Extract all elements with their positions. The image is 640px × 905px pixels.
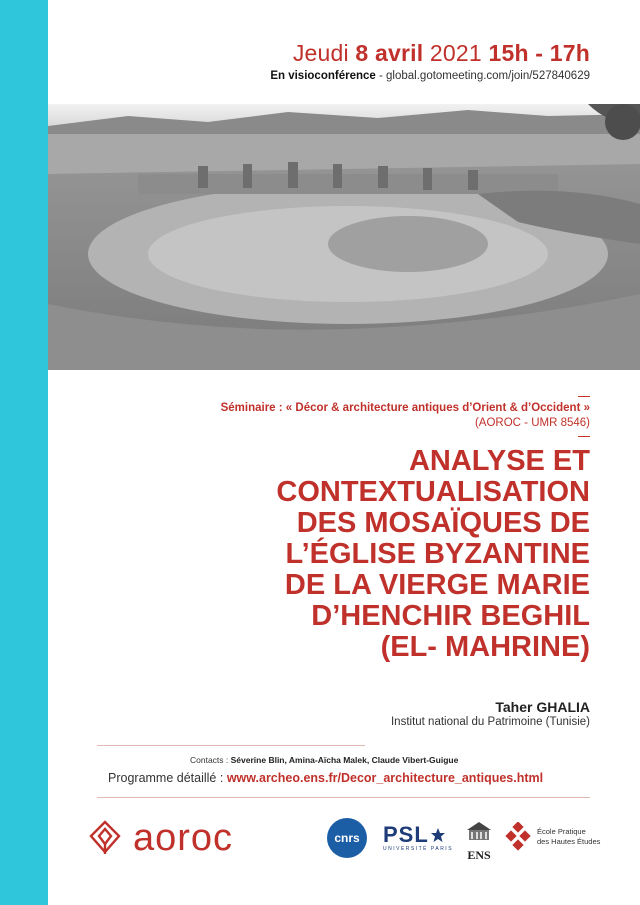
visio-info xyxy=(270,70,590,82)
ens-building-icon xyxy=(464,820,494,842)
seminar-title: Séminaire : « Décor & architecture antiques d’Orient & d’Occident » xyxy=(220,402,590,414)
psl-logo-subtitle: UNIVERSITÉ PARIS xyxy=(383,846,454,852)
aoroc-logo xyxy=(85,814,233,862)
title-line: CONTEXTUALISATION xyxy=(276,476,590,508)
ens-logo-text: ENS xyxy=(467,848,491,862)
ephe-emblem-icon xyxy=(505,822,531,852)
cnrs-logo xyxy=(327,818,367,858)
contacts-label: Contacts : xyxy=(190,755,231,765)
speaker-affiliation: Institut national du Patrimoine (Tunisie) xyxy=(390,716,590,728)
ephe-logo-line1: École Pratique xyxy=(537,827,586,836)
aoroc-emblem-icon xyxy=(85,818,125,858)
ens-logo xyxy=(462,820,496,863)
title-line: DES MOSAÏQUES DE xyxy=(296,507,590,539)
ephe-logo xyxy=(505,822,600,852)
ephe-logo-text xyxy=(537,827,600,847)
title-line: DE LA VIERGE MARIE xyxy=(284,569,590,601)
seminar-rule-bottom xyxy=(578,436,590,437)
date-day-label: Jeudi xyxy=(292,40,356,66)
date-day-bold: 8 avril xyxy=(355,40,424,66)
date-year: 2021 xyxy=(423,40,489,66)
seminar-unit: (AOROC - UMR 8546) xyxy=(474,417,590,429)
event-time: 15h - 17h xyxy=(488,40,590,66)
title-line: D’HENCHIR BEGHIL xyxy=(311,600,590,632)
contacts-divider xyxy=(97,745,365,746)
programme-line xyxy=(108,771,543,785)
programme-label: Programme détaillé : xyxy=(108,771,227,785)
contacts-names: Séverine Blin, Amina-Aïcha Malek, Claude Vibert-Guigue xyxy=(230,755,459,765)
visio-url-link[interactable]: global.gotomeeting.com/join/527840629 xyxy=(386,70,590,82)
title-line: ANALYSE ET xyxy=(408,445,590,477)
event-date xyxy=(293,40,590,67)
cyan-side-bar xyxy=(0,0,48,905)
title-line: L’ÉGLISE BYZANTINE xyxy=(285,538,590,570)
aoroc-logo-text: aoroc xyxy=(133,816,234,859)
talk-title xyxy=(170,446,590,663)
title-line: (EL- MAHRINE) xyxy=(380,631,590,663)
psl-logo-text: PSL xyxy=(383,822,429,847)
ephe-logo-line2: des Hautes Études xyxy=(537,837,601,846)
seminar-rule-top xyxy=(578,396,590,397)
speaker-name: Taher GHALIA xyxy=(495,699,590,715)
psl-logo xyxy=(383,822,453,852)
programme-link[interactable]: www.archeo.ens.fr/Decor_architecture_antiques.html xyxy=(226,771,544,785)
site-photo xyxy=(48,104,640,370)
contacts-line xyxy=(190,755,458,765)
star-icon xyxy=(430,827,446,843)
footer-divider xyxy=(97,797,590,798)
cnrs-logo-text: cnrs xyxy=(334,831,360,845)
visio-label: En visioconférence xyxy=(270,70,376,82)
visio-separator: - xyxy=(375,70,387,82)
